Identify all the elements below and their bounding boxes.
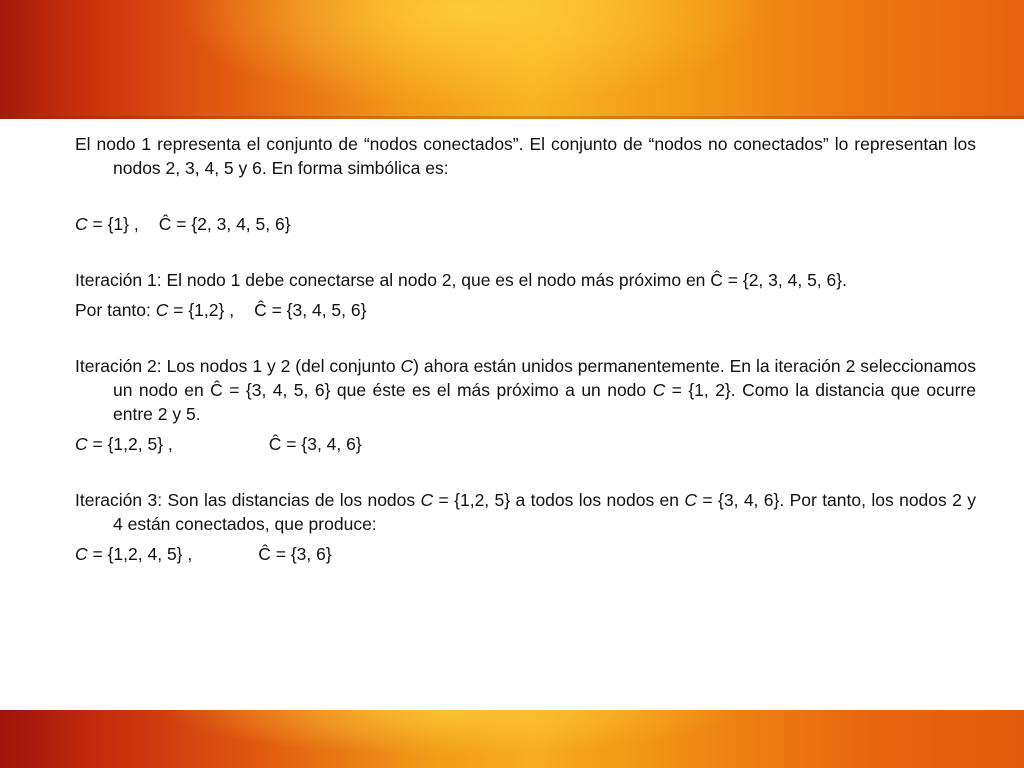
footer-banner bbox=[0, 710, 1024, 768]
intro-paragraph: El nodo 1 representa el conjunto de “nodos conectados”. El conjunto de “nodos no conectados” lo representan los nodos 2, 3, 4, 5 y 6. En forma simbólica es: bbox=[75, 134, 976, 178]
c-hat-set: Ĉ = {3, 4, 5, 6} bbox=[254, 300, 367, 320]
iteration-2-paragraph bbox=[75, 354, 976, 426]
c-set: = {1,2} , bbox=[168, 300, 235, 320]
iteration-3-paragraph bbox=[75, 488, 976, 536]
slide-body bbox=[75, 132, 976, 566]
c-variable: C bbox=[75, 214, 88, 234]
c-variable: C bbox=[400, 356, 414, 376]
header-banner bbox=[0, 0, 1024, 119]
iteration-1-text: Iteración 1: El nodo 1 debe conectarse al nodo 2, que es el nodo más próximo en Ĉ = {2, 3, 4, 5, 6}. bbox=[75, 270, 847, 290]
iteration-3-text-a: Iteración 3: Son las distancias de los nodos bbox=[75, 490, 421, 510]
por-tanto-label: Por tanto: bbox=[75, 300, 156, 320]
c-set: = {1,2, 4, 5} , bbox=[87, 544, 193, 564]
equation-3 bbox=[75, 432, 976, 456]
c-variable: C bbox=[155, 300, 169, 320]
iteration-2-text-a: Iteración 2: Los nodos 1 y 2 (del conjunto bbox=[75, 356, 401, 376]
equation-4 bbox=[75, 542, 976, 566]
c-set: = {1} , bbox=[87, 214, 139, 234]
c-variable: C bbox=[75, 434, 88, 454]
iteration-2-text-c: = {1, 2}. Como la distancia que ocurre entre 2 y 5. bbox=[113, 380, 976, 424]
c-variable: C bbox=[652, 380, 666, 400]
iteration-3-text-c: = {3, 4, 6}. Por tanto, los nodos 2 y 4 están conectados, que produce: bbox=[113, 490, 976, 534]
c-variable: C bbox=[420, 490, 434, 510]
c-hat-set: Ĉ = {3, 6} bbox=[258, 544, 332, 564]
c-variable: C bbox=[75, 544, 88, 564]
c-set: = {1,2, 5} , bbox=[87, 434, 173, 454]
iteration-2-text-b: ) ahora están unidos permanentemente. En la iteración 2 seleccionamos un nodo en Ĉ = {3, 4, 5, 6} que éste es el más próximo a un nodo bbox=[113, 356, 976, 400]
equation-1 bbox=[75, 212, 976, 236]
c-variable: C bbox=[684, 490, 698, 510]
equation-2 bbox=[75, 298, 976, 322]
iteration-3-text-b: = {1,2, 5} a todos los nodos en bbox=[433, 490, 685, 510]
c-hat-set: Ĉ = {2, 3, 4, 5, 6} bbox=[158, 214, 291, 234]
c-hat-set: Ĉ = {3, 4, 6} bbox=[268, 434, 362, 454]
